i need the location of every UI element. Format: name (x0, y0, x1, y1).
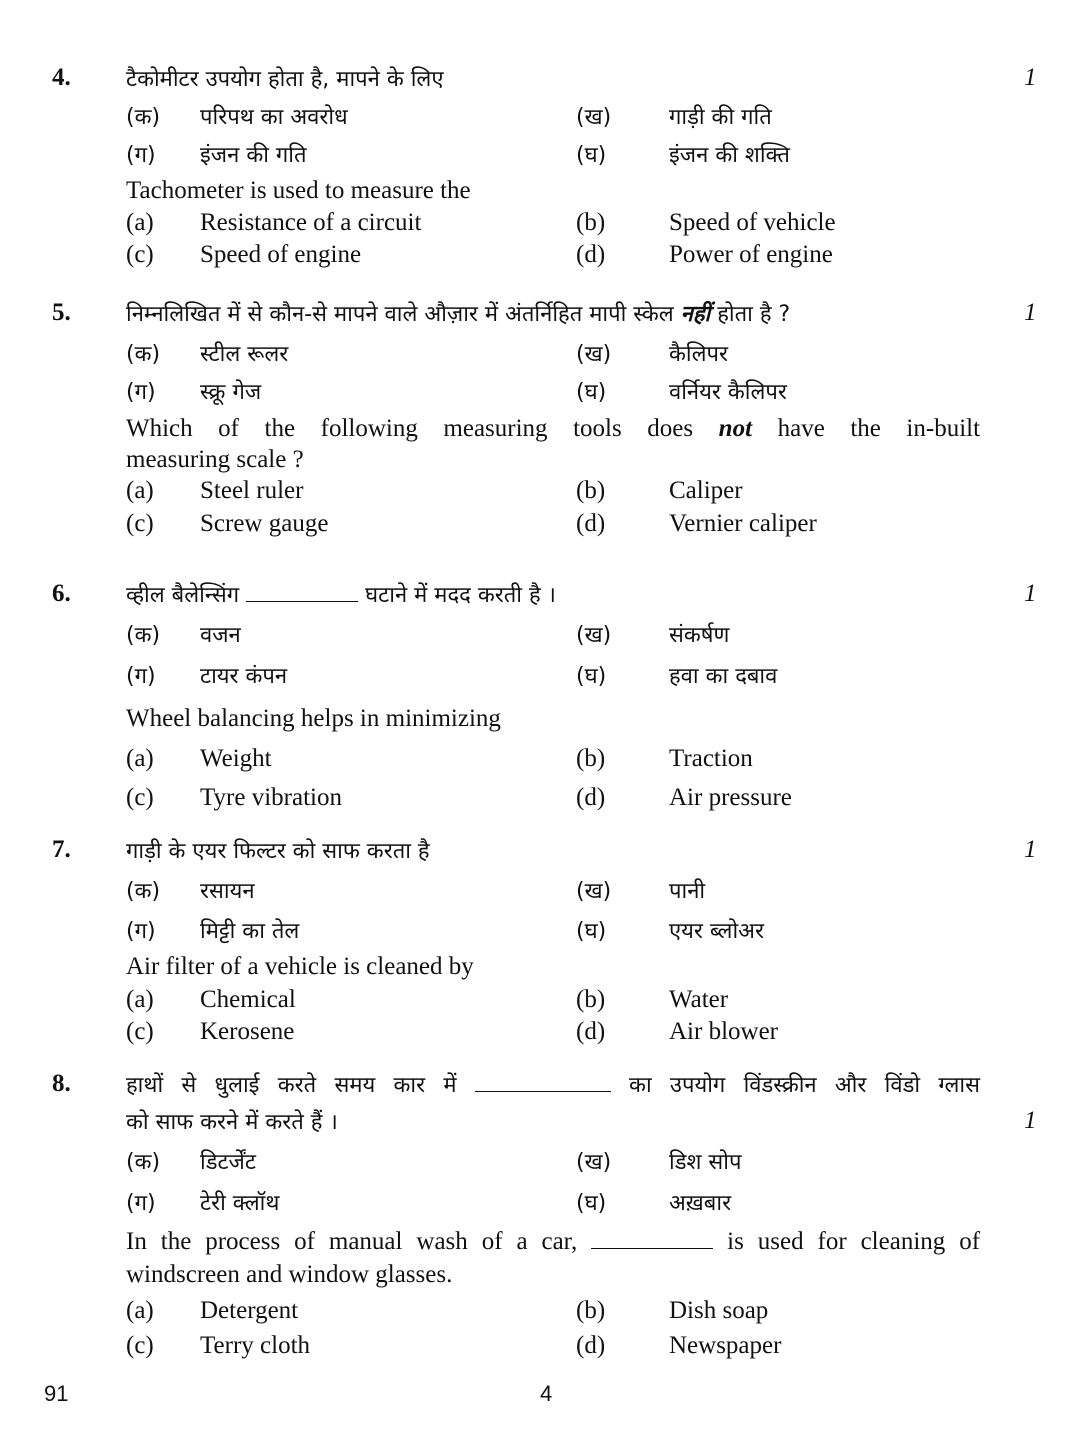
hindi-stem (126, 579, 556, 609)
option-label: (ख) (576, 105, 612, 130)
option-label: (क) (126, 623, 161, 648)
marks: 1 (1024, 299, 1037, 326)
option-text: Screw gauge (200, 510, 329, 537)
option-label: (d) (576, 1332, 606, 1359)
english-stem-text: is used for cleaning of (727, 1228, 981, 1255)
option-label: (b) (576, 986, 606, 1013)
option-text: Air blower (669, 1018, 778, 1045)
option-text: गाड़ी की गति (669, 105, 772, 130)
option-text: Kerosene (200, 1018, 295, 1045)
option-label: (ख) (576, 623, 612, 648)
option-text: Air pressure (669, 784, 792, 811)
option-label: (c) (126, 241, 154, 268)
paper-code: 91 (44, 1381, 69, 1406)
option-label: (ग) (126, 380, 156, 405)
option-label: (घ) (576, 919, 607, 944)
hindi-stem (126, 1069, 980, 1099)
option-text: Tyre vibration (200, 784, 342, 811)
english-stem-emphasis: not (718, 415, 753, 442)
option-label: (b) (576, 477, 606, 504)
option-text: Chemical (200, 986, 296, 1013)
english-stem: Wheel balancing helps in minimizing (126, 705, 501, 732)
option-text: Weight (200, 745, 272, 772)
fill-in-blank (246, 583, 358, 602)
option-label: (घ) (576, 380, 607, 405)
option-label: (ग) (126, 919, 156, 944)
option-label: (क) (126, 1150, 161, 1175)
option-text: कैलिपर (669, 342, 729, 367)
option-label: (c) (126, 510, 154, 537)
option-text: Traction (669, 745, 753, 772)
hindi-stem: गाड़ी के एयर फिल्टर को साफ करता है (126, 839, 430, 864)
option-label: (a) (126, 477, 154, 504)
question-number: 8. (52, 1070, 71, 1097)
hindi-stem-text: घटाने में मदद करती है । (365, 583, 556, 608)
marks: 1 (1024, 836, 1037, 863)
marks: 1 (1024, 1107, 1037, 1134)
option-text: Water (669, 986, 729, 1013)
marks: 1 (1024, 580, 1037, 607)
english-stem-continued: measuring scale ? (126, 446, 304, 473)
option-text: स्टील रूलर (200, 342, 289, 367)
hindi-stem-emphasis: नहीं (680, 302, 711, 327)
option-text: वर्नियर कैलिपर (669, 380, 787, 405)
option-text: मिट्टी का तेल (200, 919, 300, 944)
option-label: (a) (126, 209, 154, 236)
option-text: Speed of engine (200, 241, 362, 268)
option-text: Power of engine (669, 241, 833, 268)
option-label: (c) (126, 1018, 154, 1045)
option-label: (ख) (576, 342, 612, 367)
hindi-stem-text: व्हील बैलेन्सिंग (126, 583, 240, 608)
option-label: (d) (576, 510, 606, 537)
question-number: 5. (52, 299, 71, 326)
option-text: हवा का दबाव (669, 664, 778, 689)
english-stem (126, 415, 980, 443)
option-label: (d) (576, 784, 606, 811)
fill-in-blank (591, 1230, 713, 1249)
option-label: (क) (126, 342, 161, 367)
option-text: Detergent (200, 1297, 299, 1324)
english-stem-continued: windscreen and window glasses. (126, 1261, 453, 1288)
option-label: (c) (126, 1332, 154, 1359)
option-label: (घ) (576, 664, 607, 689)
option-label: (d) (576, 1018, 606, 1045)
option-text: Resistance of a circuit (200, 209, 422, 236)
option-text: Newspaper (669, 1332, 782, 1359)
option-text: Speed of vehicle (669, 209, 836, 236)
option-text: डिश सोप (669, 1150, 742, 1175)
option-label: (ग) (126, 664, 156, 689)
fill-in-blank (475, 1073, 611, 1092)
option-text: Terry cloth (200, 1332, 311, 1359)
hindi-stem-text: होता है ? (717, 302, 791, 327)
english-stem-text: have the in-built (777, 415, 981, 442)
question-number: 6. (52, 580, 71, 607)
option-label: (d) (576, 241, 606, 268)
option-label: (a) (126, 1297, 154, 1324)
hindi-stem (126, 298, 790, 328)
hindi-stem-text: निम्नलिखित में से कौन-से मापने वाले औज़ार में अंतर्निहित मापी स्केल (126, 302, 674, 327)
option-label: (घ) (576, 1191, 607, 1216)
option-text: इंजन की शक्ति (669, 143, 790, 168)
hindi-stem-text: हाथों से धुलाई करते समय कार में (126, 1073, 457, 1098)
option-label: (ग) (126, 143, 156, 168)
option-text: डिटर्जेंट (200, 1150, 256, 1175)
option-text: Steel ruler (200, 477, 304, 504)
marks: 1 (1024, 64, 1037, 91)
option-label: (b) (576, 1297, 606, 1324)
option-text: वजन (200, 623, 241, 648)
option-text: संकर्षण (669, 623, 730, 648)
option-text: Vernier caliper (669, 510, 817, 537)
option-text: Dish soap (669, 1297, 769, 1324)
option-label: (ख) (576, 1150, 612, 1175)
option-label: (b) (576, 745, 606, 772)
option-label: (ख) (576, 879, 612, 904)
english-stem: Air filter of a vehicle is cleaned by (126, 953, 474, 980)
question-number: 4. (52, 64, 71, 91)
option-text: टायर कंपन (200, 664, 288, 689)
hindi-stem-continued: को साफ करने में करते हैं । (126, 1110, 338, 1135)
hindi-stem-text: का उपयोग विंडस्क्रीन और विंडो ग्लास (629, 1073, 980, 1098)
option-label: (c) (126, 784, 154, 811)
option-label: (b) (576, 209, 606, 236)
option-label: (ग) (126, 1191, 156, 1216)
english-stem-text: In the process of manual wash of a car, (126, 1228, 578, 1255)
option-text: परिपथ का अवरोध (200, 105, 348, 130)
english-stem (126, 1228, 980, 1256)
option-label: (क) (126, 105, 161, 130)
option-label: (a) (126, 986, 154, 1013)
option-label: (घ) (576, 143, 607, 168)
english-stem: Tachometer is used to measure the (126, 177, 471, 204)
option-text: अख़बार (669, 1191, 732, 1216)
option-text: इंजन की गति (200, 143, 307, 168)
option-text: रसायन (200, 879, 255, 904)
option-label: (क) (126, 879, 161, 904)
option-text: Caliper (669, 477, 743, 504)
option-label: (a) (126, 745, 154, 772)
page-number: 4 (540, 1381, 553, 1406)
option-text: स्क्रू गेज (200, 380, 262, 405)
hindi-stem: टैकोमीटर उपयोग होता है, मापने के लिए (126, 67, 444, 92)
option-text: एयर ब्लोअर (669, 919, 764, 944)
question-number: 7. (52, 836, 71, 863)
english-stem-text: Which of the following measuring tools does (126, 415, 694, 442)
option-text: पानी (669, 879, 706, 904)
option-text: टेरी क्लॉथ (200, 1191, 280, 1216)
